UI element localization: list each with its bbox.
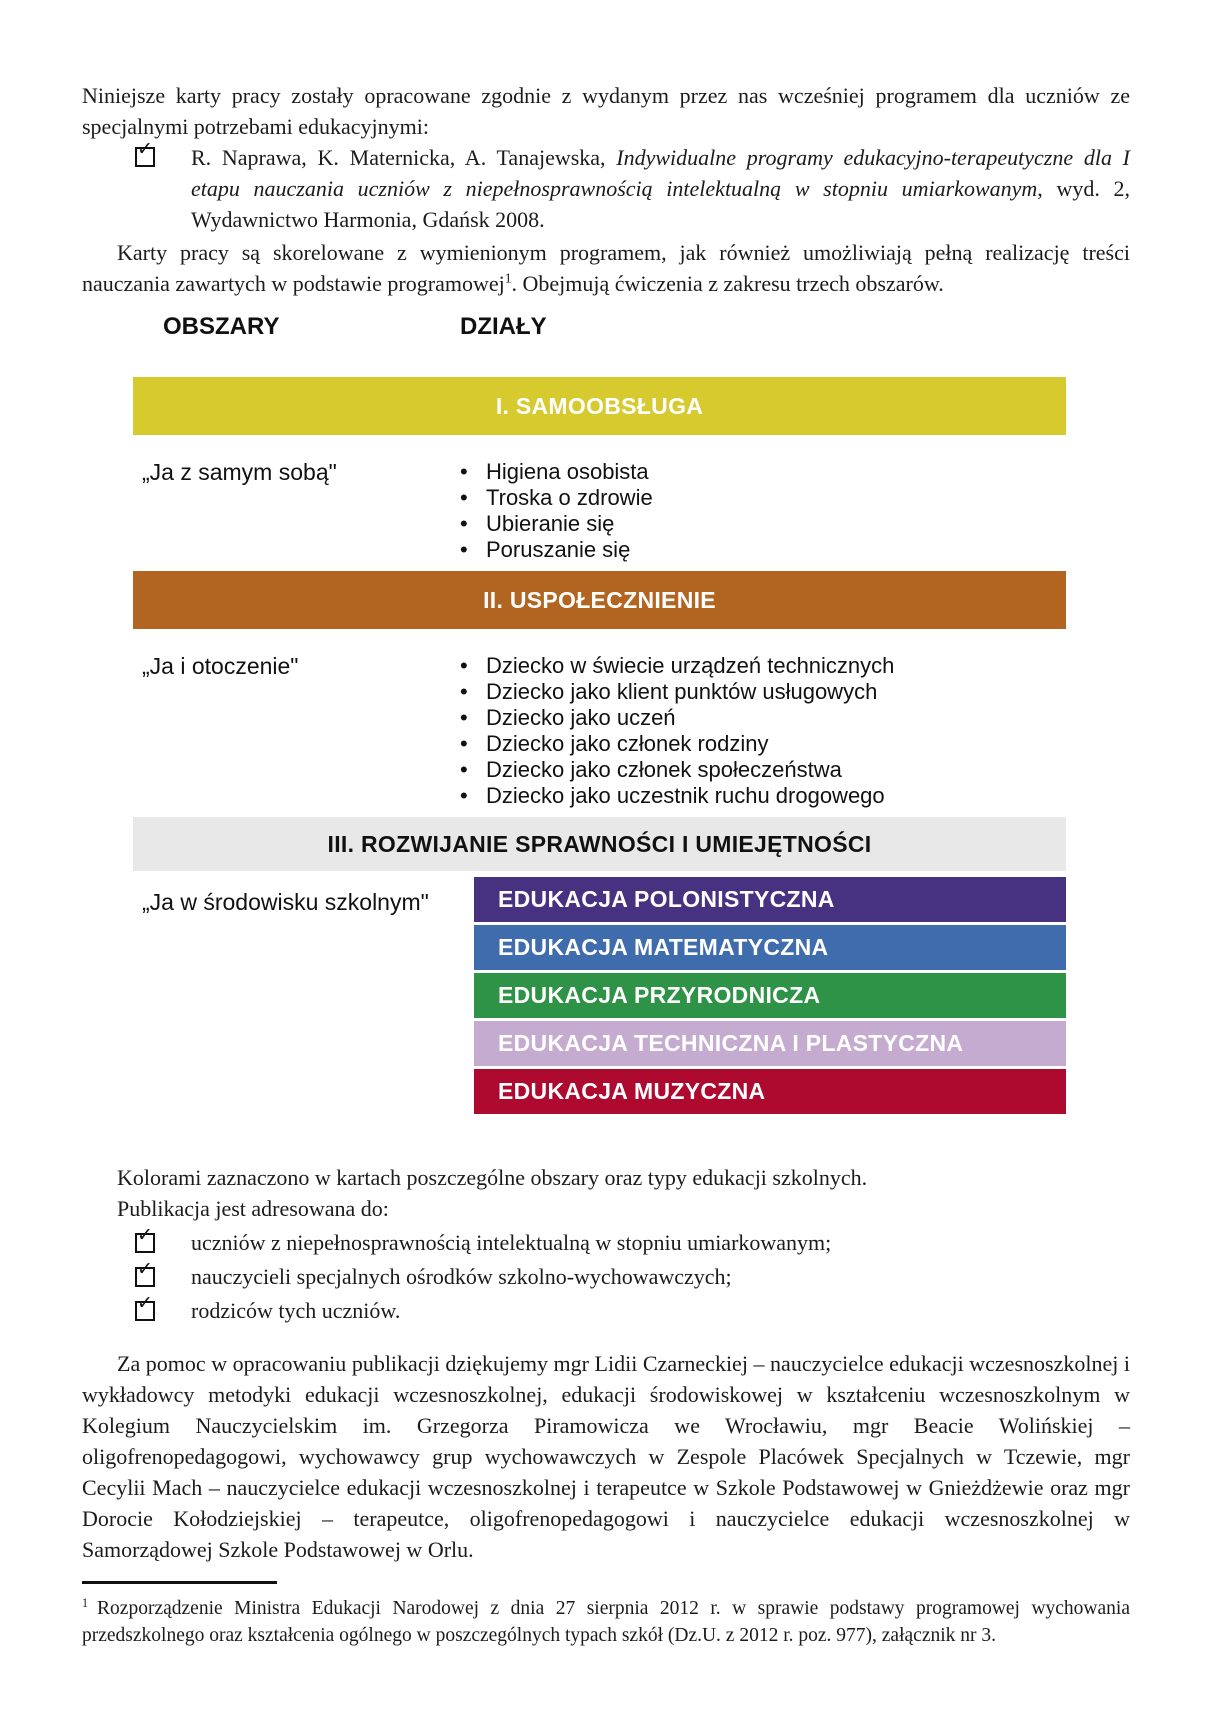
list-item [460, 731, 894, 757]
correlation-text: Karty pracy są skorelowane z wymienionym programem, jak również umożliwiają pełną realizację treści nauczania zawartych w podstawie programowej [82, 240, 1130, 296]
edu-band-polonistyczna [474, 877, 1066, 922]
list-item [460, 485, 653, 511]
table-row [133, 435, 1066, 571]
edu-band-label: EDUKACJA TECHNICZNA I PLASTYCZNA [498, 1030, 964, 1056]
topic-text: Dziecko w świecie urządzeń technicznych [486, 653, 895, 678]
audience-item-text: uczniów z niepełnosprawnością intelektualną w stopniu umiarkowanym; [191, 1230, 832, 1255]
check-icon: ✓ [137, 1224, 153, 1246]
colors-note-paragraph: Kolorami zaznaczono w kartach poszczególne obszary oraz typy edukacji szkolnych. [117, 1165, 868, 1190]
audience-item-text: rodziców tych uczniów. [191, 1298, 401, 1323]
edu-band-label: EDUKACJA MUZYCZNA [498, 1078, 766, 1104]
list-item [460, 459, 653, 485]
edu-band-techniczna-plastyczna [474, 1021, 1066, 1066]
table-row [133, 629, 1066, 817]
table-row [133, 877, 1066, 1114]
check-icon: ✓ [137, 1292, 153, 1314]
bullet-icon: • [460, 459, 468, 484]
checked-checkbox-icon [135, 1224, 155, 1253]
column-header-dzialy: DZIAŁY [460, 313, 547, 340]
edu-band-muzyczna [474, 1069, 1066, 1114]
section-band-samoobsluga [133, 377, 1066, 435]
topic-text: Dziecko jako uczeń [486, 705, 676, 730]
column-header-obszary: OBSZARY [163, 313, 280, 340]
bullet-icon: • [460, 485, 468, 510]
reference-text [191, 142, 1130, 235]
edu-band-label: EDUKACJA PRZYRODNICZA [498, 982, 821, 1008]
section-band-label: II. USPOŁECZNIENIE [483, 586, 716, 613]
area-label: „Ja z samym sobą" [142, 459, 337, 485]
table-header-row [133, 313, 1066, 341]
footnote-section [82, 1581, 1130, 1649]
topic-text: Dziecko jako członek rodziny [486, 731, 769, 756]
topic-text: Dziecko jako klient punktów usługowych [486, 679, 878, 704]
list-item [460, 679, 894, 705]
audience-item [135, 1224, 1130, 1258]
list-item [460, 757, 894, 783]
bullet-icon: • [460, 511, 468, 536]
edu-band-przyrodnicza [474, 973, 1066, 1018]
footnote-ref-superscript: 1 [504, 270, 512, 286]
audience-intro-paragraph: Publikacja jest adresowana do: [117, 1196, 389, 1221]
bullet-icon: • [460, 757, 468, 782]
bullet-icon: • [460, 705, 468, 730]
education-bands [474, 877, 1066, 1114]
section-band-label: I. SAMOOBSŁUGA [495, 392, 704, 419]
topics-list [460, 459, 653, 563]
correlation-paragraph [82, 237, 1130, 299]
edu-band-label: EDUKACJA MATEMATYCZNA [498, 934, 829, 960]
topic-text: Dziecko jako członek społeczeństwa [486, 757, 842, 782]
reference-edition: , wyd. 2, Wydawnictwo Harmonia, Gdańsk 2008. [191, 176, 1131, 232]
edu-band-matematyczna [474, 925, 1066, 970]
topic-text: Dziecko jako uczestnik ruchu drogowego [486, 783, 885, 808]
bullet-icon: • [460, 783, 468, 808]
reference-authors: R. Naprawa, K. Maternicka, A. Tanajewska, [191, 145, 617, 170]
intro-paragraph: Niniejsze karty pracy zostały opracowane zgodnie z wydanym przez nas wcześniej programem dla uczniów ze specjalnymi potrzebami edukacyjnymi: [82, 83, 1130, 139]
topic-text: Higiena osobista [486, 459, 649, 484]
list-item [460, 511, 653, 537]
bullet-icon: • [460, 653, 468, 678]
topic-text: Troska o zdrowie [486, 485, 653, 510]
section-band-label: III. ROZWIJANIE SPRAWNOŚCI I UMIEJĘTNOŚCI [327, 830, 872, 857]
reference-item [135, 138, 1131, 235]
area-label: „Ja i otoczenie" [142, 653, 299, 679]
list-item [460, 537, 653, 563]
area-label: „Ja w środowisku szkolnym" [142, 889, 429, 915]
checked-checkbox-icon [135, 1292, 155, 1321]
reference-title: Indywidualne programy edukacyjno-terapeutyczne dla I etapu nauczania uczniów z niepełnosprawnością intelektualną w stopniu umiarkowanym [191, 145, 1130, 201]
check-icon: ✓ [137, 1258, 153, 1280]
topic-text: Poruszanie się [486, 537, 631, 562]
audience-item [135, 1292, 1130, 1326]
checked-checkbox-icon [135, 1258, 155, 1287]
bullet-icon: • [460, 731, 468, 756]
footnote-divider [82, 1581, 277, 1584]
bullet-icon: • [460, 679, 468, 704]
acknowledgements-paragraph: Za pomoc w opracowaniu publikacji dziękujemy mgr Lidii Czarneckiej – nauczycielce edukacji wczesnoszkolnej i wykładowcy metodyki edukacji wczesnoszkolnej, edukacji środowiskowej w kształceniu wczesnoszkolnym w Kolegium Nauczycielskim im. Grzegorza Piramowicza we Wrocławiu, mgr Beacie Wolińskiej – oligofrenopedagogowi, wychowawcy grup wychowawczych w Zespole Placówek Specjalnych w Tczewie, mgr Cecylii Mach – nauczycielce edukacji wczesnoszkolnej i terapeutce w Szkole Podstawowej w Gnieżdżewie oraz mgr Dorocie Kołodziejskiej – terapeutce, oligofrenopedagogowi i nauczycielce edukacji wczesnoszkolnej w Samorządowej Szkole Podstawowej w Orlu. [82, 1351, 1130, 1562]
section-band-uspolecznienie [133, 571, 1066, 629]
checked-checkbox-icon [135, 138, 155, 167]
edu-band-label: EDUKACJA POLONISTYCZNA [498, 886, 835, 912]
footnote-text [82, 1595, 1130, 1649]
audience-item-text: nauczycieli specjalnych ośrodków szkolno-wychowawczych; [191, 1264, 732, 1289]
topic-text: Ubieranie się [486, 511, 615, 536]
list-item [460, 705, 894, 731]
section-band-rozwijanie [133, 817, 1066, 871]
footnote-body: Rozporządzenie Ministra Edukacji Narodowej z dnia 27 sierpnia 2012 r. w sprawie podstawy programowej wychowania przedszkolnego oraz kształcenia ogólnego w poszczególnych typach szkół (Dz.U. z 2012 r. poz. 977), załącznik nr 3. [82, 1598, 1130, 1646]
correlation-text-end: . Obejmują ćwiczenia z zakresu trzech obszarów. [511, 271, 944, 296]
bullet-icon: • [460, 537, 468, 562]
areas-table [133, 313, 1066, 1114]
list-item [460, 653, 894, 679]
footnote-marker: 1 [82, 1595, 89, 1610]
topics-list [460, 653, 894, 809]
list-item [460, 783, 894, 809]
check-icon: ✓ [137, 138, 153, 160]
audience-item [135, 1258, 1130, 1292]
